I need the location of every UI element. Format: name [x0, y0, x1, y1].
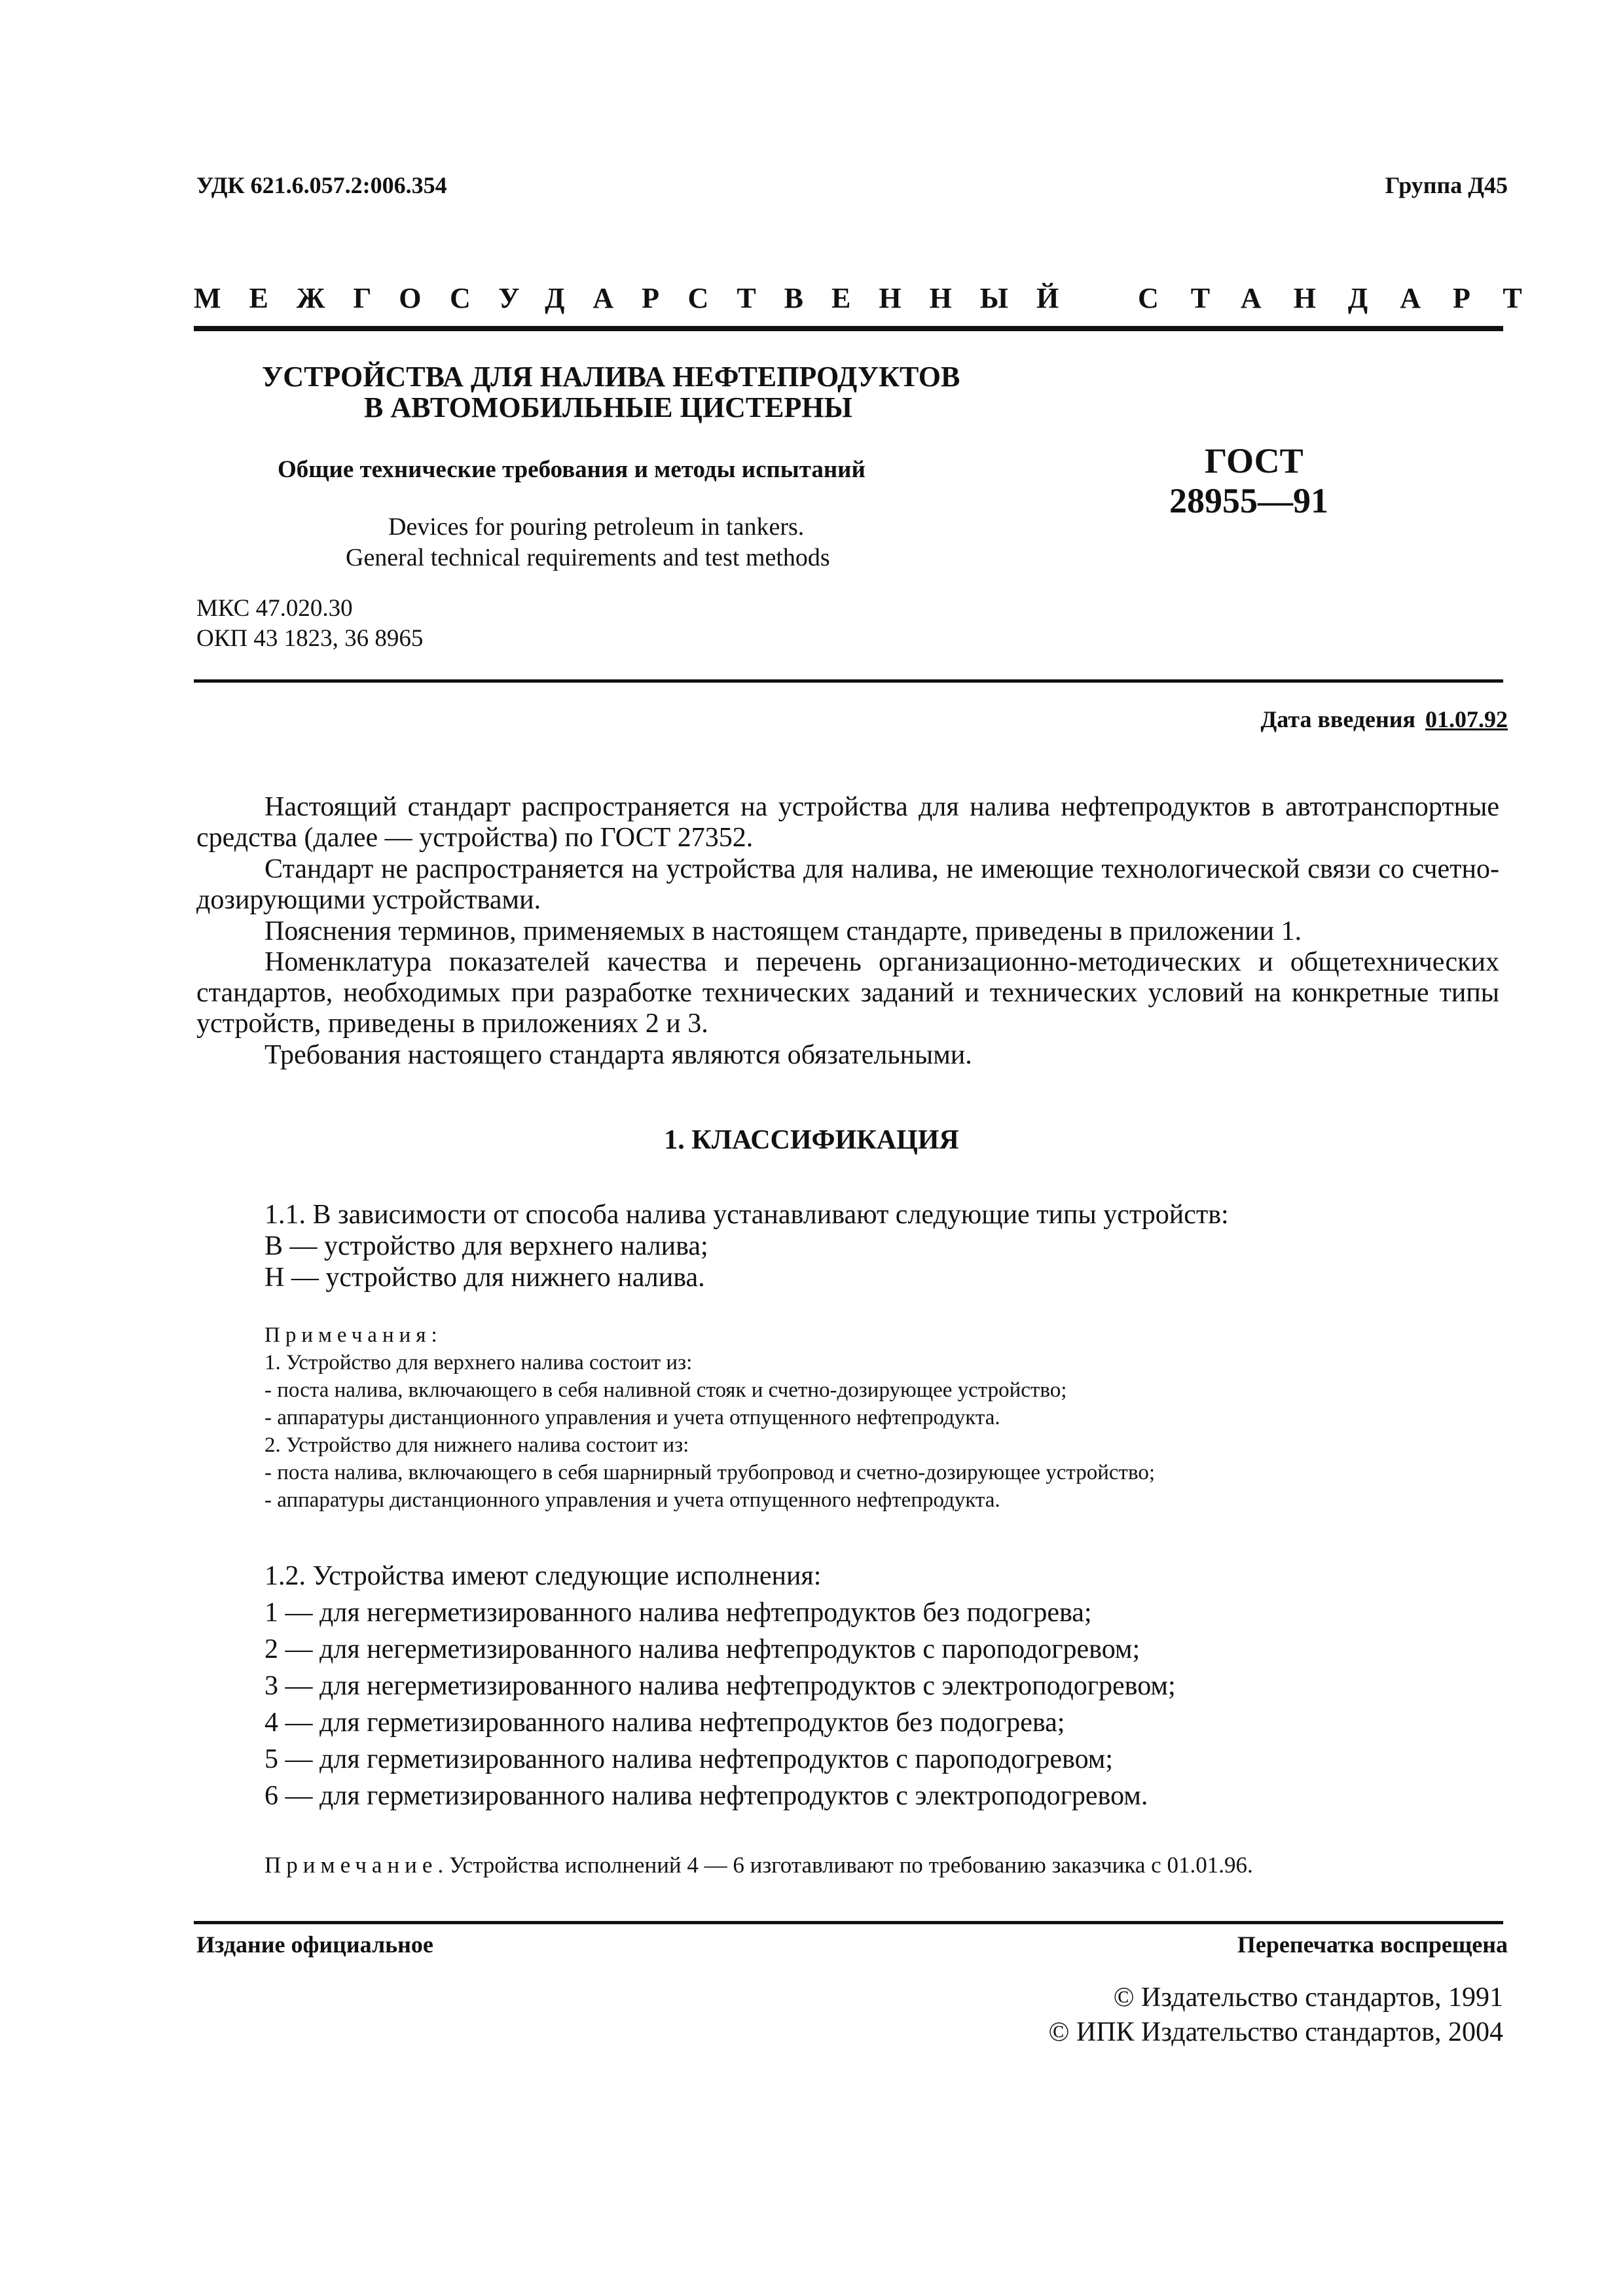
version-item: 2 — для негерметизированного налива нефтепродуктов с пароподогревом; [264, 1634, 1140, 1664]
intro-paragraph: Настоящий стандарт распространяется на устройства для налива нефтепродуктов в автотранспортные средства (далее — устройства) по ГОСТ 27352. [196, 792, 1499, 853]
official-edition: Издание официальное [196, 1931, 433, 1958]
banner-standard: СТАНДАРТ [1138, 282, 1554, 314]
intro-date [1261, 706, 1508, 733]
version-note-label: Примечание [264, 1852, 438, 1878]
notes-label: Примечания: [264, 1323, 443, 1347]
version-item: 6 — для герметизированного налива нефтепродуктов с электроподогревом. [264, 1781, 1148, 1811]
clause-1-2: 1.2. Устройства имеют следующие исполнения: [264, 1561, 822, 1591]
version-item: 5 — для герметизированного налива нефтепродуктов с пароподогревом; [264, 1744, 1114, 1774]
copyright-2004: © ИПК Издательство стандартов, 2004 [1048, 2017, 1503, 2047]
gost-number: 28955—91 [1169, 481, 1328, 520]
section-heading: 1. КЛАССИФИКАЦИЯ [664, 1125, 959, 1155]
version-item: 3 — для негерметизированного налива нефтепродуктов с электроподогревом; [264, 1671, 1176, 1701]
udk-code: УДК 621.6.057.2:006.354 [196, 172, 447, 198]
footer-rule [194, 1921, 1503, 1924]
mks-code: МКС 47.020.30 [196, 595, 353, 622]
intro-date-label: Дата введения [1260, 706, 1415, 732]
copyright-1991: © Издательство стандартов, 1991 [1113, 1982, 1503, 2013]
note-item: - поста налива, включающего в себя наливной стояк и счетно-дозирующее устройство; [264, 1378, 1067, 1402]
reprint-prohibited: Перепечатка воспрещена [1237, 1931, 1508, 1958]
okp-code: ОКП 43 1823, 36 8965 [196, 625, 424, 652]
note-item: 1. Устройство для верхнего налива состоит из: [264, 1351, 693, 1374]
group-code: Группа Д45 [1385, 172, 1508, 198]
intro-paragraph: Стандарт не распространяется на устройства для налива, не имеющие технологической связи со счетно-дозирующими устройствами. [196, 854, 1499, 915]
title-line-2: В АВТОМОБИЛЬНЫЕ ЦИСТЕРНЫ [364, 391, 852, 423]
gost-label: ГОСТ [1205, 441, 1304, 480]
type-item: В — устройство для верхнего налива; [264, 1231, 708, 1261]
version-note-text: . Устройства исполнений 4 — 6 изготавливают по требованию заказчика с 01.01.96. [437, 1852, 1253, 1878]
codes-rule [194, 679, 1503, 683]
banner-rule [194, 326, 1503, 331]
title-english-1: Devices for pouring petroleum in tankers. [388, 513, 805, 541]
title-line-1: УСТРОЙСТВА ДЛЯ НАЛИВА НЕФТЕПРОДУКТОВ [262, 361, 960, 393]
note-item: - аппаратуры дистанционного управления и учета отпущенного нефтепродукта. [264, 1488, 1000, 1512]
type-item: Н — устройство для нижнего налива. [264, 1263, 705, 1293]
intro-paragraph: Пояснения терминов, применяемых в настоящем стандарте, приведены в приложении 1. [264, 916, 1302, 946]
intro-paragraph: Требования настоящего стандарта являются обязательными. [264, 1040, 972, 1070]
note-item: - аппаратуры дистанционного управления и учета отпущенного нефтепродукта. [264, 1406, 1000, 1429]
intro-paragraph: Номенклатура показателей качества и перечень организационно-методических и общетехнических стандартов, необходимых при разработке технических заданий и технических условий на конкретные типы устройств, приведены в приложениях 2 и 3. [196, 947, 1499, 1039]
note-item: 2. Устройство для нижнего налива состоит из: [264, 1433, 689, 1457]
version-item: 4 — для герметизированного налива нефтепродуктов без подогрева; [264, 1708, 1065, 1738]
clause-1-1: 1.1. В зависимости от способа налива устанавливают следующие типы устройств: [264, 1200, 1229, 1230]
intro-date-value: 01.07.92 [1425, 706, 1508, 732]
title-english-2: General technical requirements and test methods [346, 544, 830, 571]
note-item: - поста налива, включающего в себя шарнирный трубопровод и счетно-дозирующее устройство; [264, 1461, 1155, 1484]
version-note [264, 1852, 1253, 1878]
version-item: 1 — для негерметизированного налива нефтепродуктов без подогрева; [264, 1598, 1092, 1628]
title-subtitle: Общие технические требования и методы испытаний [278, 456, 866, 483]
banner-interstate: МЕЖГОСУДАРСТВЕННЫЙ [194, 282, 1087, 314]
